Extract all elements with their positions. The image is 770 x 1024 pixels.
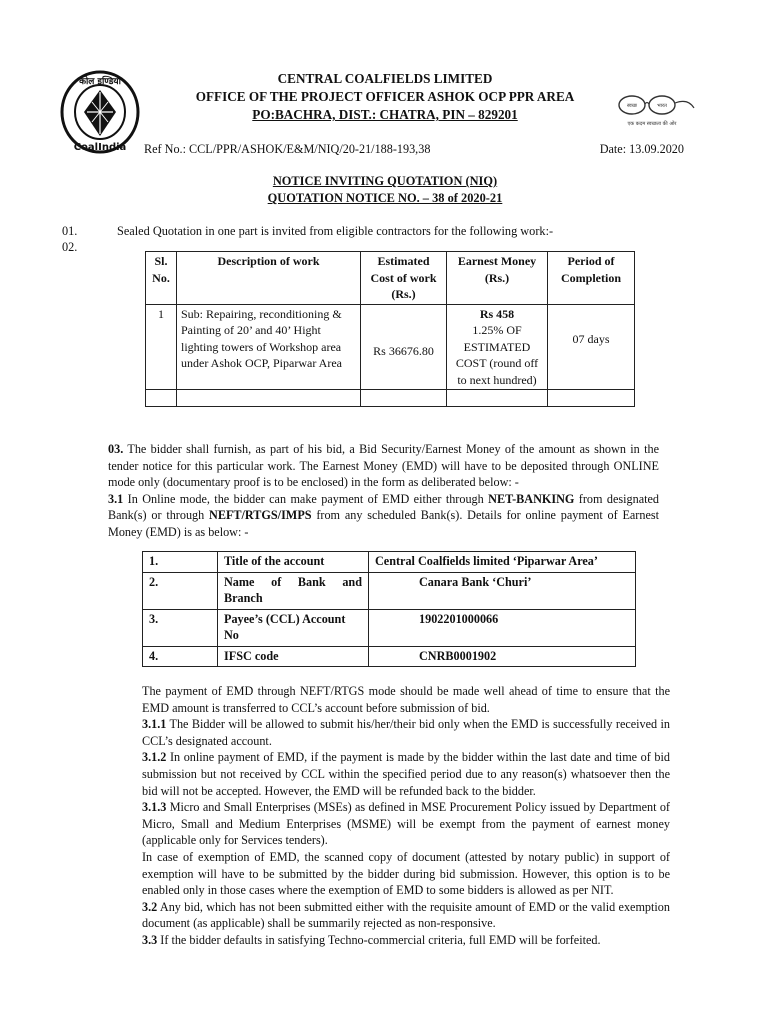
para-3-1-text-b: from designated Bank(s) or through [108, 491, 659, 523]
neft-term: NEFT/RTGS/IMPS [209, 508, 312, 523]
paragraph-3-2 [142, 899, 670, 932]
svg-text:स्वच्छ: स्वच्छ [626, 103, 638, 109]
paragraph-3-1-2 [142, 749, 670, 799]
cell-description: Sub: Repairing, reconditioning & Painting of 20’ and 40’ Hight lighting towers of Workshop area under Ashok OCP, Piparwar Area [177, 304, 361, 390]
header-earnest-money: Earnest Money (Rs.) [447, 252, 548, 305]
notice-date: Date: 13.09.2020 [599, 142, 684, 156]
cell-sl: 1 [146, 304, 177, 390]
intro-text: Sealed Quotation in one part is invited from eligible contractors for the following work:- [117, 224, 554, 238]
para-03-text: The bidder shall furnish, as part of his bid, a Bid Security/Earnest Money of the amount as shown in the tender notice for this particular work. The Earnest Money (EMD) will have to be deposited through ONLINE mode only (documentary proof is to be enclosed) in the form as deliberated below: - [108, 442, 659, 490]
header-sl: Sl. No. [146, 252, 177, 305]
emd-amount: Rs 458 [479, 306, 515, 321]
company-name: CENTRAL COALFIELDS LIMITED [277, 71, 493, 86]
para-3-1-1-text: The Bidder will be allowed to submit his/her/their bid only when the EMD is successfully received in CCL’s designated account. [142, 717, 670, 748]
account-field: Name of Bank and Branch [218, 572, 369, 609]
para-3-3-label: 3.3 [142, 932, 158, 947]
para-03-label: 03. [108, 442, 124, 456]
para-3-1-2-label: 3.1.2 [142, 750, 167, 765]
paragraph-3-1-1 [142, 716, 670, 749]
item-number-02: 02. [62, 240, 78, 254]
exemption-paragraph: In case of exemption of EMD, the scanned copy of document (attested by notary public) in support of exemption will have to be submitted by the bidder during bid submission. However, this option is to be enabled only in those cases where the exemption of EMD to some bidders is allowed as per NIT. [142, 849, 670, 898]
net-banking-term: NET-BANKING [488, 491, 575, 506]
account-value: Canara Bank ‘Churi’ [369, 572, 636, 609]
account-value: CNRB0001902 [369, 646, 636, 667]
item-number-01: 01. [62, 224, 78, 238]
cell-period: 07 days [548, 304, 635, 390]
table-row [143, 572, 636, 609]
office-name: OFFICE OF THE PROJECT OFFICER ASHOK OCP PPR AREA [195, 89, 575, 104]
svg-text:कोल इण्डिया: कोल इण्डिया [79, 77, 121, 87]
account-field: Title of the account [218, 552, 369, 573]
notice-title-line1: NOTICE INVITING QUOTATION (NIQ) [272, 174, 498, 188]
para-3-1-2-text: In online payment of EMD, if the payment is made by the bidder within the last date and time of bid submission but not received by CCL within the specified period due to any reason(s) whatsoever then the bid will not be accepted. However, the EMD will be refunded back to the bidder. [142, 750, 670, 798]
account-details-table [142, 551, 636, 667]
svg-text:एक कदम स्वच्छता की ओर: एक कदम स्वच्छता की ओर [627, 121, 677, 127]
para-3-1-3-text: Micro and Small Enterprises (MSEs) as defined in MSE Procurement Policy issued by Department of Micro, Small and Medium Enterprises (MSME) will be exempt from the payment of earnest money (applicable only for Services tenders). [142, 800, 670, 848]
body-text [142, 683, 670, 949]
svg-text:CoalIndia: CoalIndia [73, 142, 127, 153]
emd-note: 1.25% OF ESTIMATED COST (round off to next hundred) [455, 323, 539, 387]
para-3-1-1-label: 3.1.1 [142, 717, 167, 732]
account-field: Payee’s (CCL) Account No [218, 609, 369, 646]
paragraph-3-3 [142, 932, 670, 949]
account-row-number: 3. [143, 609, 218, 646]
account-row-number: 2. [143, 572, 218, 609]
table-row-empty [146, 390, 635, 407]
account-value: Central Coalfields limited ‘Piparwar Area’ [369, 552, 636, 573]
header-period: Period of Completion [548, 252, 635, 305]
letterhead [130, 70, 640, 124]
work-table [145, 251, 635, 407]
cell-estimated-cost: Rs 36676.80 [361, 304, 447, 390]
work-table-header [146, 252, 635, 305]
table-row [143, 646, 636, 667]
notice-title [120, 173, 650, 207]
paragraph-03 [108, 441, 659, 541]
reference-number: Ref No.: CCL/PPR/ASHOK/E&M/NIQ/20-21/188-193,38 [144, 142, 431, 156]
para-3-1-text-c: from any scheduled Bank(s). Details for online payment of Earnest Money (EMD) is as below: - [108, 508, 659, 539]
para-3-2-label: 3.2 [142, 899, 158, 914]
header-estimated-cost: Estimated Cost of work (Rs.) [361, 252, 447, 305]
account-value: 1902201000066 [369, 609, 636, 646]
table-row [143, 609, 636, 646]
account-row-number: 1. [143, 552, 218, 573]
cell-earnest-money [447, 304, 548, 390]
account-field: IFSC code [218, 646, 369, 667]
office-address: PO:BACHRA, DIST.: CHATRA, PIN – 829201 [252, 107, 518, 122]
para-3-2-text: Any bid, which has not been submitted either with the requisite amount of EMD or the valid exemption document (as applicable) shall be summarily rejected as non-responsive. [142, 899, 670, 931]
notice-title-line2: QUOTATION NOTICE NO. – 38 of 2020-21 [267, 191, 503, 205]
emd-timing-paragraph: The payment of EMD through NEFT/RTGS mode should be made well ahead of time to ensure that the EMD amount is transferred to CCL’s account before submission of bid. [142, 684, 670, 715]
para-3-1-label: 3.1 [108, 491, 124, 506]
para-3-3-text: If the bidder defaults in satisfying Techno-commercial criteria, full EMD will be forfeited. [157, 932, 601, 947]
account-row-number: 4. [143, 646, 218, 667]
para-3-1-text-a: In Online mode, the bidder can make payment of EMD either through [123, 491, 489, 506]
paragraph-3-1-3 [142, 799, 670, 849]
table-row [146, 304, 635, 390]
svg-text:भारत: भारत [657, 103, 667, 109]
table-row [143, 552, 636, 573]
para-3-1-3-label: 3.1.3 [142, 800, 167, 815]
header-description: Description of work [177, 252, 361, 305]
